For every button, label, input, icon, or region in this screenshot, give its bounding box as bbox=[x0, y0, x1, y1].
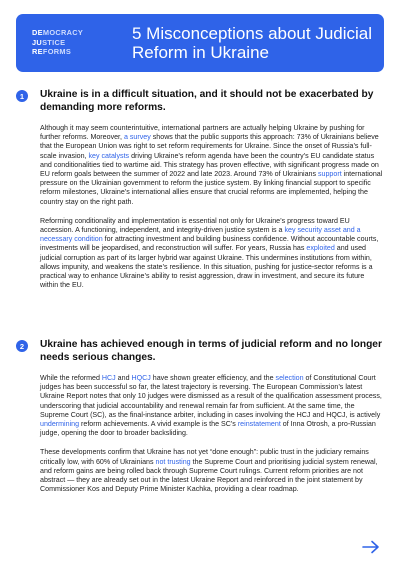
logo bbox=[32, 28, 83, 57]
text-run: of Inna Otrosh, a pro-Russian judge, opening the door to broader backsliding. bbox=[40, 420, 376, 438]
logo-line-3-rest: FORMS bbox=[42, 47, 72, 57]
text-run: have shown greater efficiency, and the bbox=[150, 374, 276, 382]
logo-line-1-highlight: DE bbox=[32, 28, 43, 37]
text-run: reform achievements. A vivid example is the SC’s bbox=[79, 420, 238, 429]
survey-link[interactable]: a survey bbox=[123, 133, 151, 142]
exploited-link[interactable]: exploited bbox=[306, 244, 335, 253]
text-run: for attracting investment and building business confidence. Without accountable courts, investments will be jeopardised, and reconstruction will suffer. For years, Russia has bbox=[40, 235, 379, 253]
paragraph bbox=[40, 374, 384, 438]
logo-line-2-rest: STICE bbox=[42, 37, 66, 47]
misconception-1 bbox=[16, 88, 384, 290]
section-title: Ukraine is in a difficult situation, and it should not be exacerbated by demanding more reforms. bbox=[40, 89, 374, 113]
key-security-asset-link[interactable]: key security asset and a necessary condition bbox=[40, 226, 361, 244]
text-run: Reforming conditionality and implementation is essential not only for Ukraine’s progress toward EU accession. A functioning, independent, and integrity-driven justice system is a bbox=[40, 216, 350, 235]
text-run: the Supreme Court and prioritising judicial system renewal, and reform gains are being rolled back through Supreme Court rulings. Current reform priorities are not abstract — they are already set out in the latest Ukraine Report and reinforced in the joint statement by Commissioner Kos and Deputy Prime Minister Kachka, providing a clear roadmap. bbox=[40, 457, 378, 494]
text-run: While the reformed bbox=[40, 374, 102, 382]
section-number-badge: 2 bbox=[16, 340, 28, 352]
hcj-link[interactable]: HCJ bbox=[101, 374, 116, 382]
text-run: international pressure on the Ukrainian government to reform the justice system. By linking financial support to specific reform milestones, Ukraine’s international allies ensure that crucial reforms are implemented, helping the country stay on the right path. bbox=[40, 170, 383, 206]
paragraph bbox=[40, 448, 384, 494]
reinstatement-link[interactable]: reinstatement bbox=[237, 420, 281, 429]
text-run: driving Ukraine’s reform agenda have been the country’s EU candidate status and conditionalities tied to wartime aid. This strategy has proven effective, with significant progress made on EU reform goals between the summer of 2022 and late 2023. Around 73% of Ukrainians bbox=[40, 151, 379, 179]
text-run: shows that the public supports this approach: 73% of Ukrainians believe that the European Union was right to set reform requirements for Ukraine. Since the onset of Russia’s full-scale invasion, bbox=[40, 133, 379, 160]
logo-line-1-rest: MOCRACY bbox=[42, 28, 84, 37]
arrow-right-icon-graphic bbox=[362, 540, 380, 554]
section-title: Ukraine has achieved enough in terms of judicial reform and no longer needs serious changes. bbox=[40, 339, 382, 363]
paragraph bbox=[40, 217, 384, 291]
text-run: of Constitutional Court judges has been successful so far, the latest trajectory is reversing. The European Commission’s latest Ukraine Report notes that only 10 judges were dismissed as a result of the qualification assessment process, underscoring that judicial accountability and renewal remain far from sufficient. At the same time, the Supreme Court (SC), as the final-instance arbiter, including in cases involving the HCJ and HQCJ, is actively bbox=[40, 374, 382, 419]
section-number-badge: 1 bbox=[16, 90, 28, 102]
arrow-right-icon[interactable] bbox=[362, 540, 380, 554]
header-banner bbox=[16, 14, 384, 72]
key-catalysts-link[interactable]: key catalysts bbox=[88, 151, 130, 160]
text-run: and used judicial corruption as part of its larger hybrid war against Ukraine. This undermines institutions from within, allows impunity, and weakens the state’s resilience. In this situation, pushing for justice-sector reforms is a practical way to enhance Ukraine’s ability to resist aggression, draw in investment, and secure its future within the EU. bbox=[40, 244, 373, 290]
text-run: Although it may seem counterintuitive, international partners are actually helping Ukraine by pushing for further reforms. Moreover, bbox=[40, 124, 365, 142]
paragraph bbox=[40, 124, 384, 207]
undermining-link[interactable]: undermining bbox=[40, 420, 80, 429]
logo-line-2-highlight: JU bbox=[32, 37, 43, 47]
support-link[interactable]: support bbox=[318, 170, 342, 179]
page-title: 5 Misconceptions about Judicial Reform in Ukraine bbox=[132, 24, 373, 62]
selection-link[interactable]: selection bbox=[275, 374, 304, 382]
misconception-2 bbox=[16, 338, 384, 494]
text-run: and bbox=[115, 374, 132, 382]
logo-line-3-highlight: RE bbox=[32, 47, 43, 57]
not-trusting-link[interactable]: not trusting bbox=[155, 457, 191, 466]
text-run: These developments confirm that Ukraine has not yet “done enough”: public trust in the judiciary remains critically low, with 60% of Ukrainians bbox=[40, 448, 369, 466]
hqcj-link[interactable]: HQCJ bbox=[131, 374, 151, 382]
